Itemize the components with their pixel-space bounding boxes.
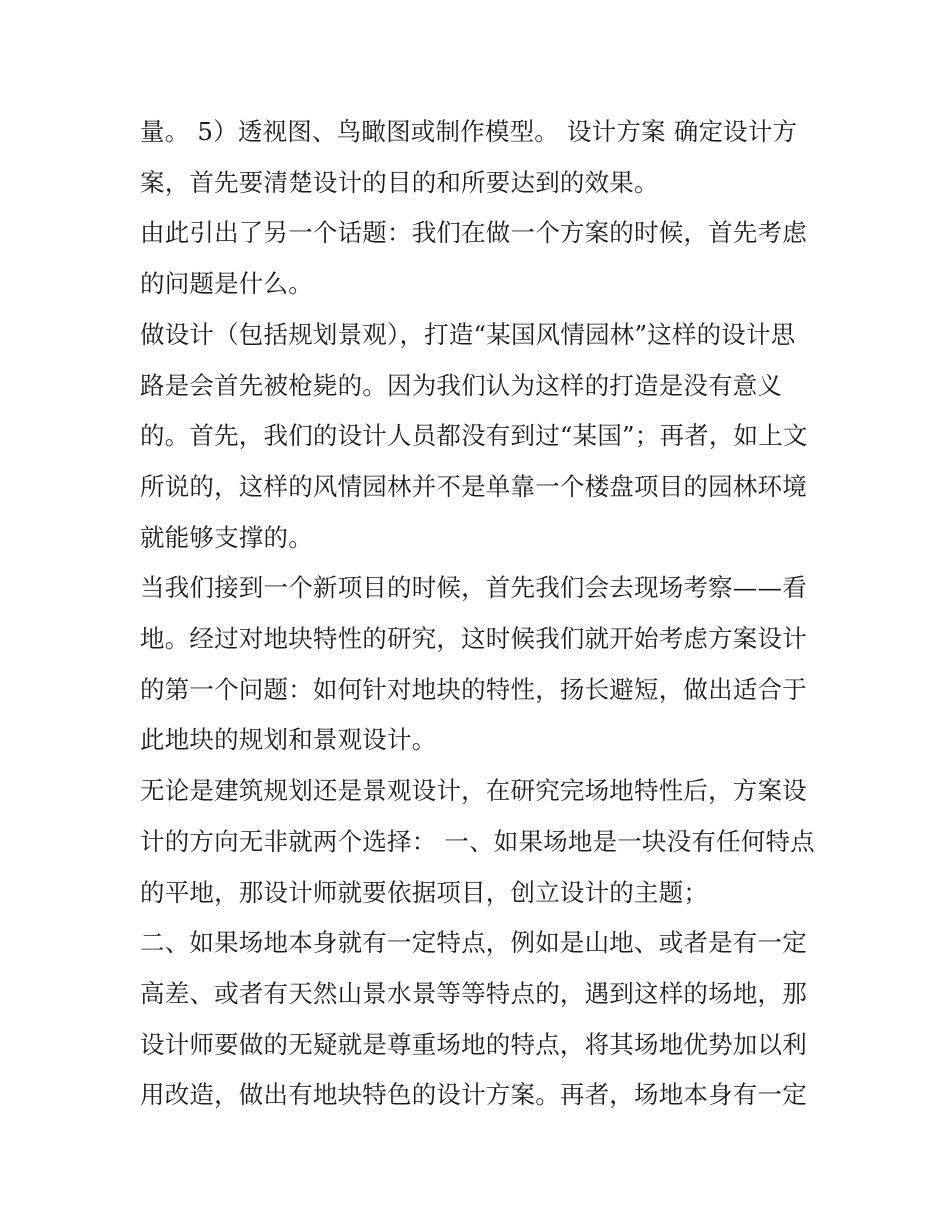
paragraph-3: 做设计（包括规划景观），打造“某国风情园林”这样的设计思路是会首先被枪毙的。因为我们认为这样的打造是没有意义的。首先，我们的设计人员都没有到过“某国”；再者，如上文所说的，这样的风情园林并不是单靠一个楼盘项目的园林环境就能够支撑的。 [140,319,808,552]
paragraph-2: 由此引出了另一个话题：我们在做一个方案的时候，首先考虑的问题是什么。 [140,218,807,299]
paragraph-6: 二、如果场地本身就有一定特点，例如是山地、或者是有一定高差、或者有天然山景水景等等特点的，遇到这样的场地，那设计师要做的无疑就是尊重场地的特点，将其场地优势加以利用改造，做出有地块特色的设计方案。再者，场地本身有一定 [140,928,807,1110]
paragraph-4: 当我们接到一个新项目的时候，首先我们会去现场考察——看地。经过对地块特性的研究，这时候我们就开始考虑方案设计的第一个问题：如何针对地块的特性，扬长避短，做出适合于此地块的规划和景观设计。 [140,573,807,755]
document-body [140,107,820,1121]
paragraph-1: 量。 5）透视图、鸟瞰图或制作模型。 设计方案 确定设计方案，首先要清楚设计的目的和所要达到的效果。 [140,117,798,197]
paragraph-5: 无论是建筑规划还是景观设计，在研究完场地特性后，方案设计的方向无非就两个选择： 一、如果场地是一块没有任何特点的平地，那设计师就要依据项目，创立设计的主题； [140,776,815,907]
